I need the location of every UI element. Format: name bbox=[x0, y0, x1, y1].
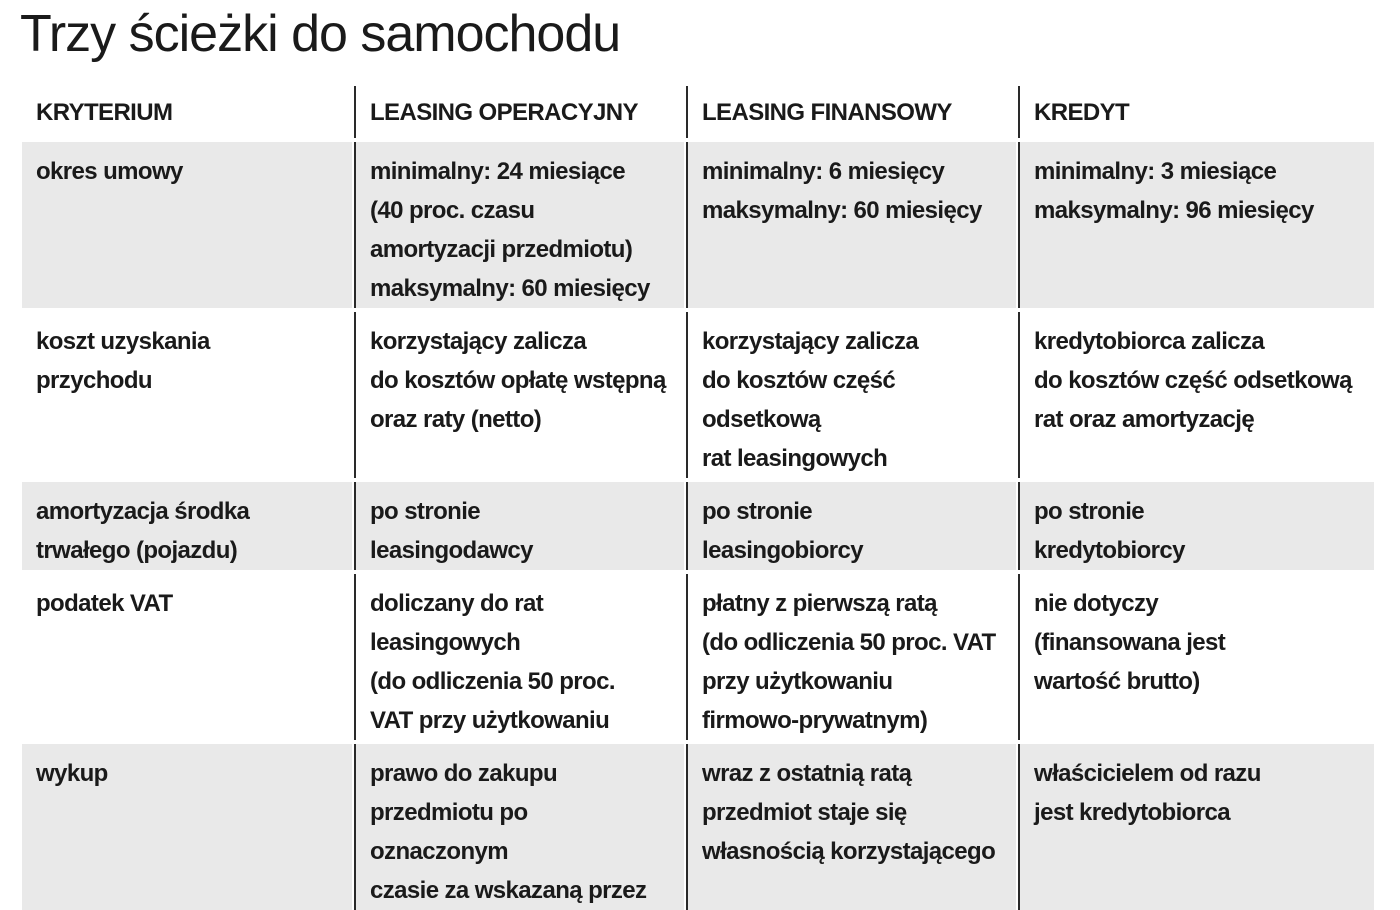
finansowy-cell: minimalny: 6 miesięcy maksymalny: 60 miesięcy bbox=[686, 142, 1016, 308]
operacyjny-cell: prawo do zakupu przedmiotu po oznaczonym czasie za wskazaną przez bbox=[354, 744, 684, 910]
table-header-row bbox=[22, 86, 1376, 138]
header-leasing-operacyjny: LEASING OPERACYJNY bbox=[354, 86, 684, 138]
criterion-cell: podatek VAT bbox=[22, 574, 352, 740]
kredyt-cell: minimalny: 3 miesiące maksymalny: 96 miesięcy bbox=[1018, 142, 1374, 308]
finansowy-cell: wraz z ostatnią ratą przedmiot staje się własnością korzystającego bbox=[686, 744, 1016, 910]
operacyjny-cell: minimalny: 24 miesiące (40 proc. czasu amortyzacji przedmiotu) maksymalny: 60 miesięcy bbox=[354, 142, 684, 308]
criterion-cell: okres umowy bbox=[22, 142, 352, 308]
header-kredyt: KREDYT bbox=[1018, 86, 1374, 138]
header-criterion: KRYTERIUM bbox=[22, 86, 352, 138]
operacyjny-cell: po stronie leasingodawcy bbox=[354, 482, 684, 570]
operacyjny-cell: korzystający zalicza do kosztów opłatę wstępną oraz raty (netto) bbox=[354, 312, 684, 478]
kredyt-cell: po stronie kredytobiorcy bbox=[1018, 482, 1374, 570]
table-row bbox=[22, 574, 1376, 740]
comparison-table bbox=[22, 86, 1376, 910]
criterion-cell: koszt uzyskania przychodu bbox=[22, 312, 352, 478]
table-row bbox=[22, 142, 1376, 308]
table-row bbox=[22, 482, 1376, 570]
kredyt-cell: nie dotyczy (finansowana jest wartość brutto) bbox=[1018, 574, 1374, 740]
finansowy-cell: po stronie leasingobiorcy bbox=[686, 482, 1016, 570]
header-leasing-finansowy: LEASING FINANSOWY bbox=[686, 86, 1016, 138]
finansowy-cell: korzystający zalicza do kosztów część odsetkową rat leasingowych bbox=[686, 312, 1016, 478]
finansowy-cell: płatny z pierwszą ratą (do odliczenia 50 proc. VAT przy użytkowaniu firmowo-prywatnym) bbox=[686, 574, 1016, 740]
criterion-cell: amortyzacja środka trwałego (pojazdu) bbox=[22, 482, 352, 570]
kredyt-cell: właścicielem od razu jest kredytobiorca bbox=[1018, 744, 1374, 910]
table-row bbox=[22, 744, 1376, 910]
criterion-cell: wykup bbox=[22, 744, 352, 910]
table-row bbox=[22, 312, 1376, 478]
kredyt-cell: kredytobiorca zalicza do kosztów część odsetkową rat oraz amortyzację bbox=[1018, 312, 1374, 478]
operacyjny-cell: doliczany do rat leasingowych (do odliczenia 50 proc. VAT przy użytkowaniu bbox=[354, 574, 684, 740]
page-title: Trzy ścieżki do samochodu bbox=[20, 5, 621, 63]
